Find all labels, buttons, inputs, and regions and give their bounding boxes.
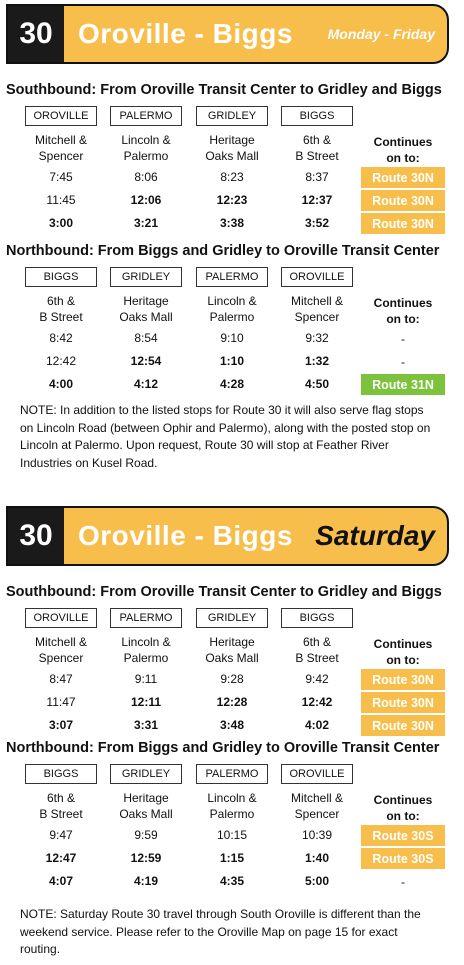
- stop-location: Mitchell &: [34, 133, 87, 147]
- stop-name-box: GRIDLEY: [110, 764, 182, 784]
- stop-location: Heritage: [209, 635, 255, 649]
- departure-time: 9:42: [305, 672, 329, 686]
- schedule-note: NOTE: Saturday Route 30 travel through South Oroville is different than the weekend service. Please refer to the Oroville Map on page 15 for exact routing.: [20, 907, 421, 956]
- stop-name-box: GRIDLEY: [196, 608, 268, 628]
- departure-time: 12:42: [45, 354, 77, 368]
- departure-time: 10:15: [216, 828, 248, 842]
- route-banner: [6, 506, 449, 566]
- stop-location: B Street: [295, 149, 339, 163]
- departure-time: 3:52: [304, 216, 330, 230]
- stop-location: 6th &: [46, 294, 76, 308]
- stop-location: Oaks Mall: [205, 651, 259, 665]
- stop-location: Lincoln &: [207, 294, 257, 308]
- service-days: Saturday: [315, 520, 435, 551]
- continues-header: Continues: [373, 637, 433, 651]
- continues-header: Continues: [373, 793, 433, 807]
- departure-time: 4:50: [304, 377, 330, 391]
- stop-location: Oaks Mall: [205, 149, 259, 163]
- departure-time: 9:32: [305, 331, 329, 345]
- connecting-route-badge: Route 30N: [361, 669, 445, 690]
- continues-header: on to:: [386, 151, 420, 165]
- stop-location: B Street: [295, 651, 339, 665]
- stop-name-box: BIGGS: [281, 106, 353, 126]
- stop-name-box: PALERMO: [196, 764, 268, 784]
- direction-heading: Northbound: From Biggs and Gridley to Oroville Transit Center: [6, 243, 440, 259]
- departure-time: 3:48: [219, 718, 245, 732]
- departure-time: 8:47: [49, 672, 73, 686]
- stop-location: Heritage: [123, 294, 169, 308]
- departure-time: 12:42: [301, 695, 333, 709]
- departure-time: 3:31: [133, 718, 159, 732]
- stop-name-box: OROVILLE: [281, 764, 353, 784]
- route-name: Oroville - Biggs: [78, 18, 293, 49]
- connecting-route-badge: Route 30N: [361, 167, 445, 188]
- departure-time: 12:47: [45, 851, 77, 865]
- departure-time: 12:37: [301, 193, 333, 207]
- stop-location: 6th &: [46, 791, 76, 805]
- departure-time: 4:35: [219, 874, 245, 888]
- departure-time: 12:28: [216, 695, 248, 709]
- stop-location: Mitchell &: [290, 791, 343, 805]
- stop-location: Heritage: [209, 133, 255, 147]
- departure-time: 8:23: [220, 170, 244, 184]
- stop-name-box: OROVILLE: [281, 267, 353, 287]
- departure-time: 12:59: [130, 851, 162, 865]
- route-number: 30: [8, 6, 64, 62]
- route-banner: [6, 4, 449, 64]
- continues-header: on to:: [386, 312, 420, 326]
- stop-location: 6th &: [302, 133, 332, 147]
- stop-name-box: BIGGS: [281, 608, 353, 628]
- connecting-route-badge: Route 30N: [361, 692, 445, 713]
- departure-time: 4:02: [304, 718, 330, 732]
- stop-location: Lincoln &: [121, 133, 171, 147]
- stop-location: Lincoln &: [207, 791, 257, 805]
- departure-time: 1:40: [304, 851, 330, 865]
- direction-heading: Northbound: From Biggs and Gridley to Oroville Transit Center: [6, 740, 440, 756]
- connecting-route-badge: Route 30N: [361, 213, 445, 234]
- stop-location: Palermo: [123, 651, 169, 665]
- no-connection: -: [401, 355, 405, 369]
- stop-location: Lincoln &: [121, 635, 171, 649]
- departure-time: 9:10: [220, 331, 244, 345]
- departure-time: 9:47: [49, 828, 73, 842]
- departure-time: 7:45: [49, 170, 73, 184]
- service-days: Monday - Friday: [327, 26, 435, 42]
- stop-name-box: GRIDLEY: [110, 267, 182, 287]
- departure-time: 5:00: [304, 874, 330, 888]
- stop-location: Spencer: [38, 149, 84, 163]
- stop-location: Spencer: [294, 310, 340, 324]
- stop-location: 6th &: [302, 635, 332, 649]
- departure-time: 4:19: [133, 874, 159, 888]
- connecting-route-badge: Route 30N: [361, 715, 445, 736]
- stop-name-box: PALERMO: [196, 267, 268, 287]
- connecting-route-badge: Route 30S: [361, 825, 445, 846]
- departure-time: 4:28: [219, 377, 245, 391]
- departure-time: 4:07: [48, 874, 74, 888]
- stop-location: Oaks Mall: [119, 807, 173, 821]
- stop-location: Oaks Mall: [119, 310, 173, 324]
- departure-time: 3:07: [48, 718, 74, 732]
- departure-time: 12:11: [130, 695, 162, 709]
- departure-time: 8:06: [134, 170, 158, 184]
- stop-name-box: OROVILLE: [25, 106, 97, 126]
- no-connection: -: [401, 332, 405, 346]
- departure-time: 8:54: [134, 331, 158, 345]
- departure-time: 10:39: [301, 828, 333, 842]
- direction-heading: Southbound: From Oroville Transit Center to Gridley and Biggs: [6, 82, 442, 98]
- stop-location: Mitchell &: [34, 635, 87, 649]
- continues-header: Continues: [373, 135, 433, 149]
- departure-time: 12:23: [216, 193, 248, 207]
- no-connection: -: [401, 875, 405, 889]
- departure-time: 9:11: [134, 672, 158, 686]
- departure-time: 8:42: [49, 331, 73, 345]
- departure-time: 9:59: [134, 828, 158, 842]
- departure-time: 11:45: [46, 193, 76, 207]
- continues-header: on to:: [386, 653, 420, 667]
- route-number: 30: [8, 508, 64, 564]
- stop-location: B Street: [39, 310, 83, 324]
- stop-location: Palermo: [209, 807, 255, 821]
- direction-heading: Southbound: From Oroville Transit Center to Gridley and Biggs: [6, 584, 442, 600]
- departure-time: 4:12: [133, 377, 159, 391]
- stop-location: Palermo: [123, 149, 169, 163]
- stop-name-box: BIGGS: [25, 267, 97, 287]
- departure-time: 8:37: [305, 170, 329, 184]
- stop-location: Heritage: [123, 791, 169, 805]
- stop-name-box: BIGGS: [25, 764, 97, 784]
- stop-name-box: PALERMO: [110, 106, 182, 126]
- connecting-route-badge: Route 31N: [361, 374, 445, 395]
- stop-name-box: GRIDLEY: [196, 106, 268, 126]
- departure-time: 4:00: [48, 377, 74, 391]
- departure-time: 1:32: [304, 354, 330, 368]
- departure-time: 1:15: [219, 851, 245, 865]
- stop-location: Spencer: [38, 651, 84, 665]
- departure-time: 3:38: [219, 216, 245, 230]
- stop-location: B Street: [39, 807, 83, 821]
- stop-location: Palermo: [209, 310, 255, 324]
- departure-time: 1:10: [219, 354, 245, 368]
- stop-name-box: PALERMO: [110, 608, 182, 628]
- departure-time: 12:54: [130, 354, 162, 368]
- stop-name-box: OROVILLE: [25, 608, 97, 628]
- departure-time: 11:47: [46, 695, 76, 709]
- connecting-route-badge: Route 30S: [361, 848, 445, 869]
- departure-time: 3:00: [48, 216, 74, 230]
- continues-header: on to:: [386, 809, 420, 823]
- route-name: Oroville - Biggs: [78, 520, 293, 551]
- departure-time: 9:28: [220, 672, 244, 686]
- connecting-route-badge: Route 30N: [361, 190, 445, 211]
- stop-location: Spencer: [294, 807, 340, 821]
- departure-time: 12:06: [130, 193, 162, 207]
- stop-location: Mitchell &: [290, 294, 343, 308]
- schedule-note: NOTE: In addition to the listed stops for Route 30 it will also serve flag stops on Lincoln Road (between Ophir and Palermo), along with the posted stop on Lincoln at Palermo. Upon request, Route 30 will stop at Feather River Industries on Kusel Road.: [20, 403, 431, 470]
- continues-header: Continues: [373, 296, 433, 310]
- departure-time: 3:21: [133, 216, 159, 230]
